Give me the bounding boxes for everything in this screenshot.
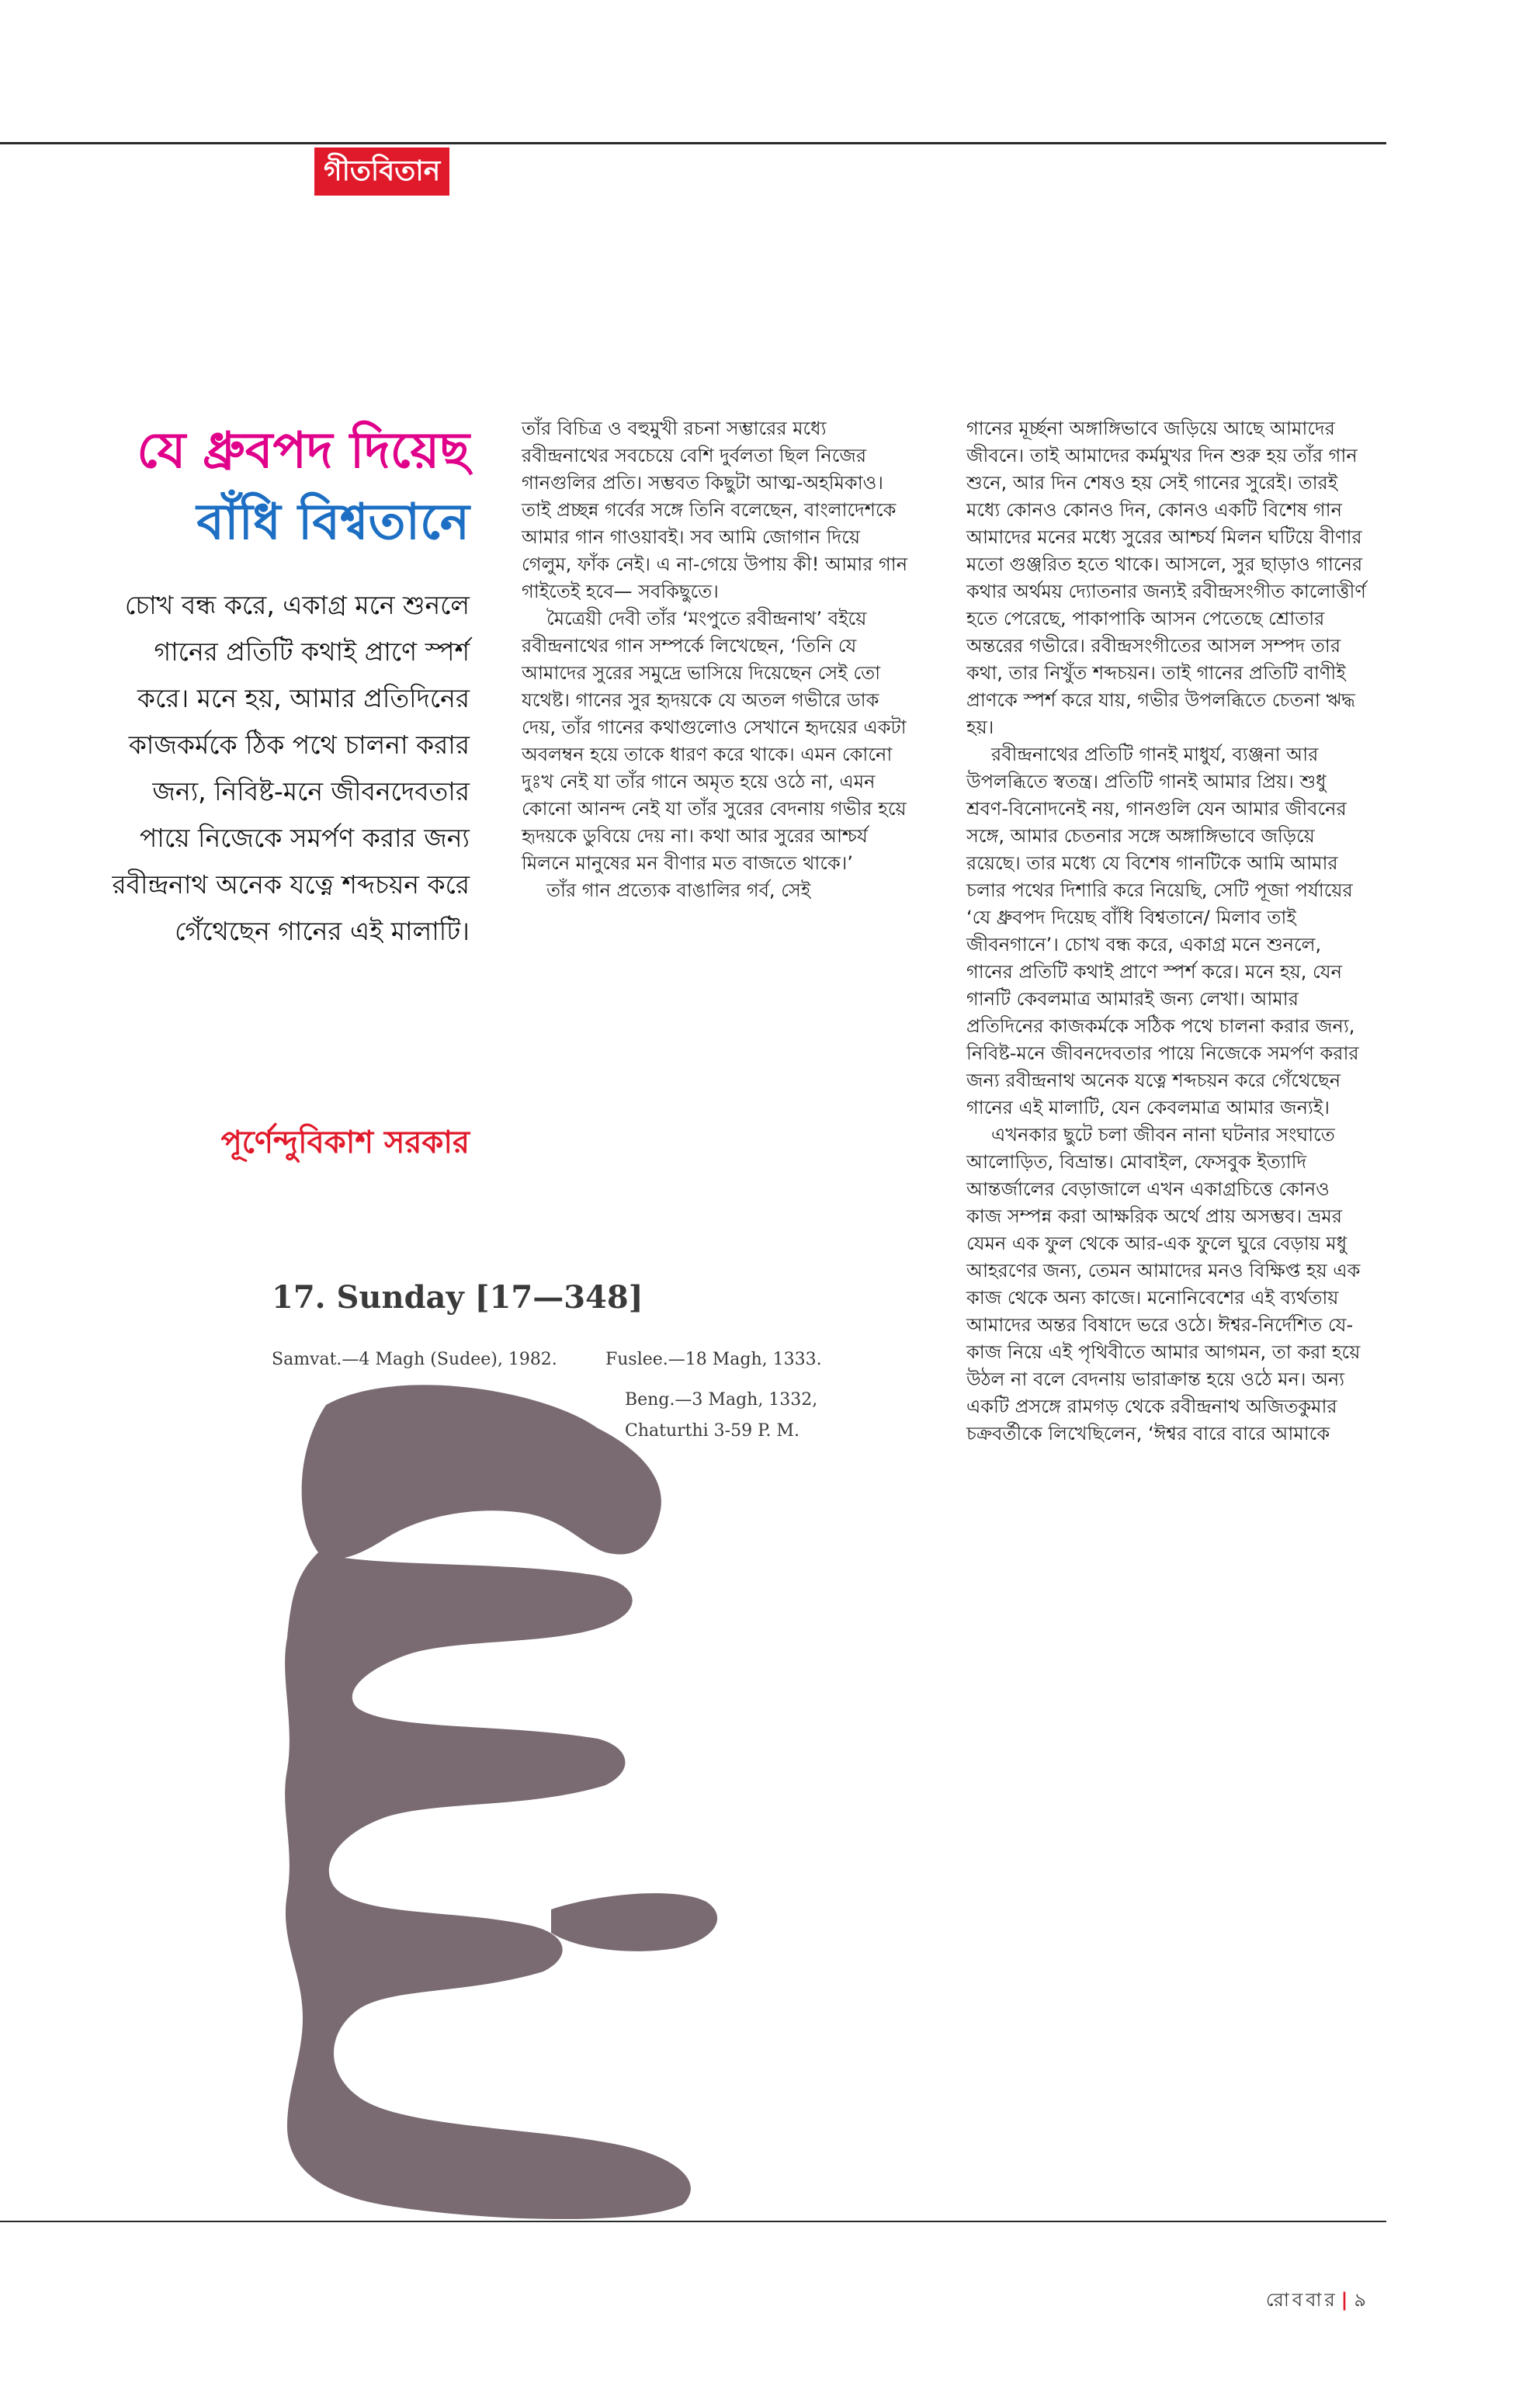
- body-column-1: [522, 415, 910, 904]
- paragraph: রবীন্দ্রনাথের প্রতিটি গানই মাধুর্য, ব্যঞ্জনা আর উপলব্ধিতে স্বতন্ত্র। প্রতিটি গানই আমার প্রিয়। শুধু শ্রবণ-বিনোদনেই নয়, গানগুলি যেন আমার জীবনের সঙ্গে, আমার চেতনার সঙ্গে অঙ্গাঙ্গিভাবে জড়িয়ে রয়েছে। তার মধ্যে যে বিশেষ গানটিকে আমি আমার চলার পথের দিশারি করে নিয়েছি, সেটি পূজা পর্যায়ের ‘যে ধ্রুবপদ দিয়েছ বাঁধি বিশ্বতানে/ মিলাব তাই জীবনগানে’। চোখ বন্ধ করে, একাগ্র মনে শুনলে, গানের প্রতিটি কথাই প্রাণে স্পর্শ করে। মনে হয়, যেন গানটি কেবলমাত্র আমারই জন্য লেখা। আমার প্রতিদিনের কাজকর্মকে সঠিক পথে চালনা করার জন্য, নিবিষ্ট-মনে জীবনদেবতার পায়ে নিজেকে সমর্পণ করার জন্য রবীন্দ্রনাথ অনেক যত্নে শব্দচয়ন করে গেঁথেছেন গানের এই মালাটি, যেন কেবলমাত্র আমার জন্যই।: [966, 744, 1359, 1118]
- diary-beng: Beng.—3 Magh, 1332,: [625, 1390, 818, 1410]
- paragraph: এখনকার ছুটে চলা জীবন নানা ঘটনার সংঘাতে আলোড়িত, বিভ্রান্ত। মোবাইল, ফেসবুক ইত্যাদি আন্তর্জালের বেড়াজালে এখন একাগ্রচিত্তে কোনও কাজ সম্পন্ন করা আক্ষরিক অর্থে প্রায় অসম্ভব। ভ্রমর যেমন এক ফুল থেকে আর-এক ফুলে ঘুরে বেড়ায় মধু আহরণের জন্য, তেমন আমাদের মনও বিক্ষিপ্ত হয় এক কাজ থেকে অন্য কাজে। মনোনিবেশের এই ব্যর্থতায় আমাদের অন্তর বিষাদে ভরে ওঠে। ঈশ্বর-নির্দেশিত যে-কাজ নিয়ে এই পৃথিবীতে আমার আগমন, তা করা হয়ে উঠল না বলে বেদনায় ভারাক্রান্ত হয়ে ওঠে মন। অন্য একটি প্রসঙ্গে রামগড় থেকে রবীন্দ্রনাথ অজিতকুমার চক্রবর্তীকে লিখেছিলেন, ‘ঈশ্বর বারে বারে আমাকে: [966, 1124, 1361, 1444]
- author-byline: পূর্ণেন্দুবিকাশ সরকার: [220, 1125, 470, 1160]
- manuscript-image: [272, 1273, 916, 2228]
- article-title: [120, 415, 470, 558]
- magazine-name: রোববার: [1265, 2289, 1338, 2311]
- body-column-2: [966, 415, 1370, 1448]
- folio-separator: |: [1341, 2289, 1351, 2311]
- diary-samvat: Samvat.—4 Magh (Sudee), 1982.: [272, 1350, 557, 1369]
- paragraph: তাঁর বিচিত্র ও বহুমুখী রচনা সম্ভারের মধ্যে রবীন্দ্রনাথের সবচেয়ে বেশি দুর্বলতা ছিল নিজের গানগুলির প্রতি। সম্ভবত কিছুটা আত্ম-অহমিকাও। তাই প্রচ্ছন্ন গর্বের সঙ্গে তিনি বলেছেন, বাংলাদেশকে আমার গান গাওয়াবই। সব আমি জোগান দিয়ে গেলুম, ফাঁক নেই। এ না-গেয়ে উপায় কী! আমার গান গাইতেই হবে— সবকিছুতে।: [522, 418, 908, 602]
- diary-date-header: 17. Sunday [17—348]: [272, 1279, 643, 1316]
- bottom-rule: [0, 2221, 1386, 2222]
- paragraph: তাঁর গান প্রত্যেক বাঙালির গর্ব, সেই: [546, 879, 811, 901]
- manuscript-svg: [272, 1273, 916, 2228]
- title-line-2: বাঁধি বিশ্বতানে: [196, 494, 470, 551]
- title-line-1: যে ধ্রুবপদ দিয়েছ: [137, 422, 470, 480]
- paragraph: মৈত্রেয়ী দেবী তাঁর ‘মংপুতে রবীন্দ্রনাথ’ বইয়ে রবীন্দ্রনাথের গান সম্পর্কে লিখেছেন, ‘তিনি যে আমাদের সুরের সমুদ্রে ভাসিয়ে দিয়েছেন সেই তো যথেষ্ট। গানের সুর হৃদয়কে যে অতল গভীরে ডাক দেয়, তাঁর গানের কথাগুলোও সেখানে হৃদয়ের একটা অবলম্বন হয়ে তাকে ধারণ করে থাকে। এমন কোনো দুঃখ নেই যা তাঁর গানে অমৃত হয়ে ওঠে না, এমন কোনো আনন্দ নেই যা তাঁর সুরের বেদনায় গভীর হয়ে হৃদয়কে ডুবিয়ে দেয় না। কথা আর সুরের আশ্চর্য মিলনে মানুষের মন বীণার মত বাজতে থাকে।’: [522, 608, 907, 874]
- page-folio: [1266, 2286, 1369, 2317]
- diary-fuslee: Fuslee.—18 Magh, 1333.: [605, 1350, 822, 1369]
- pull-quote: চোখ বন্ধ করে, একাগ্র মনে শুনলে গানের প্রতিটি কথাই প্রাণে স্পর্শ করে। মনে হয়, আমার প্রতিদিনের কাজকর্মকে ঠিক পথে চালনা করার জন্য, নিবিষ্ট-মনে জীবনদেবতার পায়ে নিজেকে সমর্পণ করার জন্য রবীন্দ্রনাথ অনেক যত্নে শব্দচয়ন করে গেঁথেছেন গানের এই মালাটি।: [112, 590, 470, 946]
- section-tag: গীতবিতান: [314, 147, 449, 196]
- page-number: ৯: [1354, 2289, 1369, 2311]
- top-rule: [0, 142, 1386, 144]
- handwriting-shape: [285, 1385, 717, 2219]
- diary-chaturthi: Chaturthi 3-59 P. M.: [625, 1421, 799, 1441]
- paragraph: গানের মূর্চ্ছনা অঙ্গাঙ্গিভাবে জড়িয়ে আছে আমাদের জীবনে। তাই আমাদের কর্মমুখর দিন শুরু হয় তাঁর গান শুনে, আর দিন শেষও হয় সেই গানের সুরেই। তারই মধ্যে কোনও কোনও দিন, কোনও একটি বিশেষ গান আমাদের মনের মধ্যে সুরের আশ্চর্য মিলন ঘটিয়ে বীণার মতো গুঞ্জরিত হতে থাকে। আসলে, সুর ছাড়াও গানের কথার অর্থময় দ্যোতনার জন্যই রবীন্দ্রসংগীত কালোত্তীর্ণ হতে পেরেছে, পাকাপাকি আসন পেতেছে শ্রোতার অন্তরের গভীরে। রবীন্দ্রসংগীতের আসল সম্পদ তার কথা, তার নিখুঁত শব্দচয়ন। তাই গানের প্রতিটি বাণীই প্রাণকে স্পর্শ করে যায়, গভীর উপলব্ধিতে চেতনা ঋদ্ধ হয়।: [966, 418, 1366, 738]
